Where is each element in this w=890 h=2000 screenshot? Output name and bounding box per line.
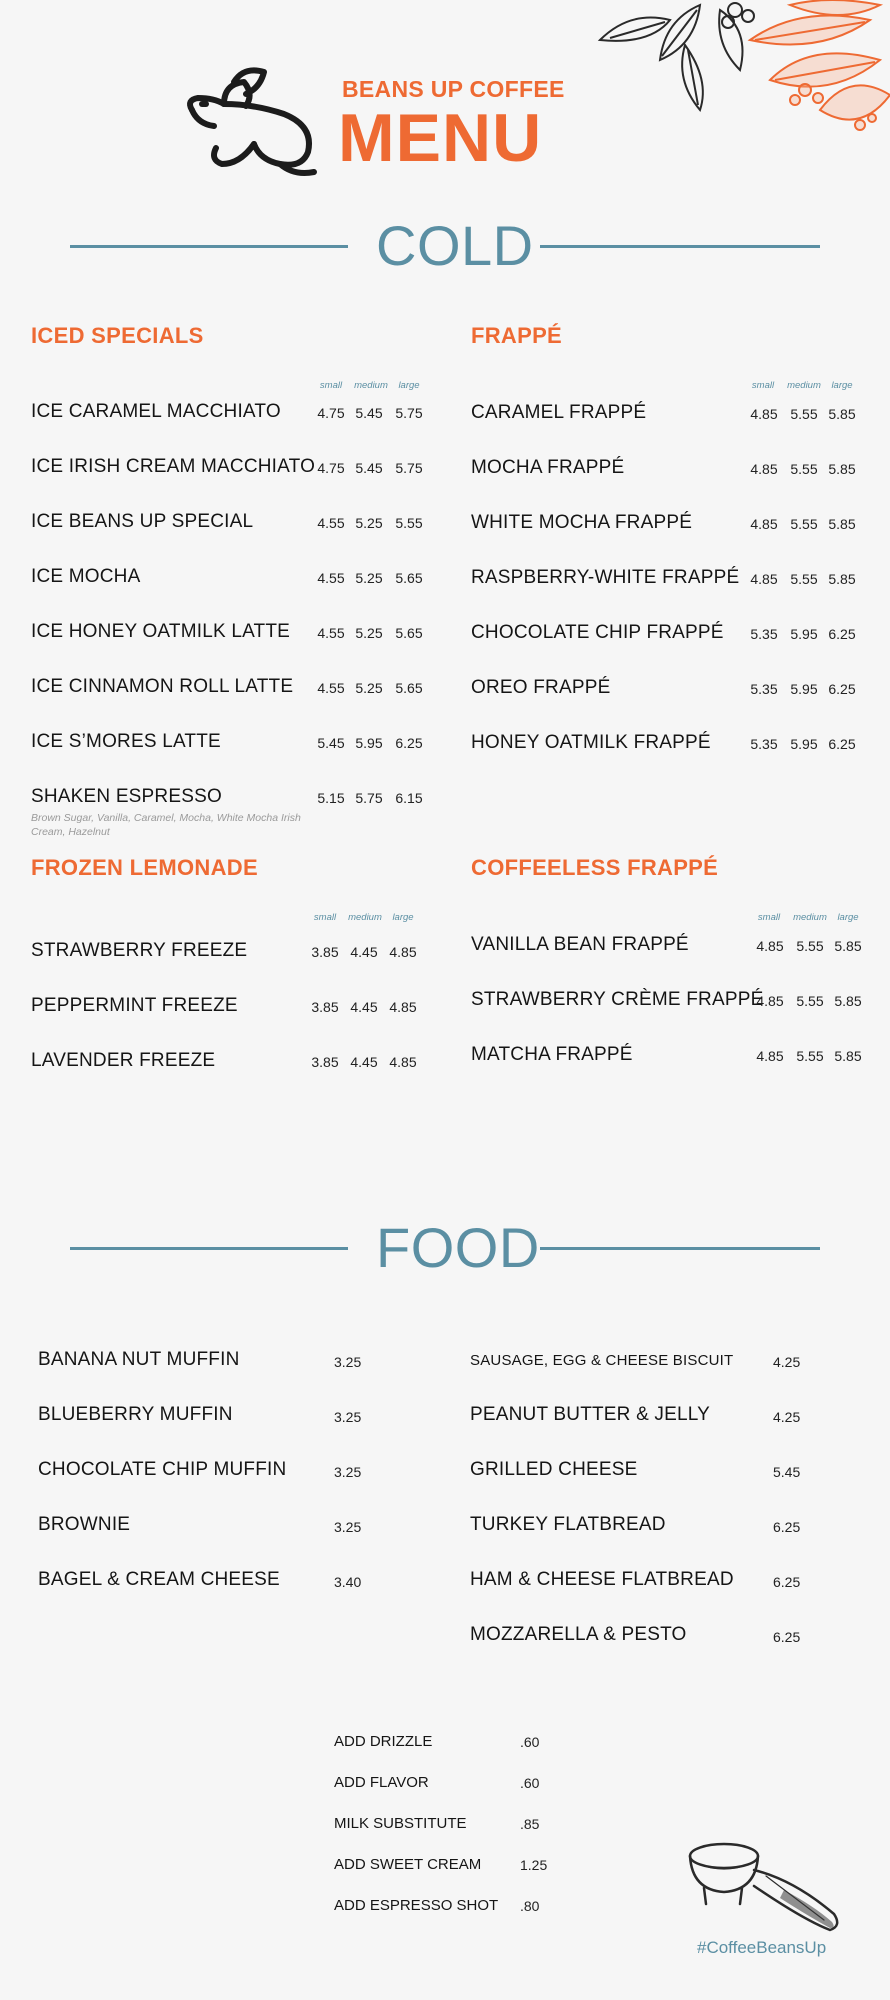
food-section-title: FOOD (376, 1216, 540, 1279)
menu-item-name: ICE BEANS UP SPECIAL (31, 511, 254, 532)
menu-item-price: 4.55 (317, 570, 345, 586)
food-divider-right (540, 1247, 820, 1250)
food-item-price: 3.25 (334, 1409, 362, 1425)
category-iced-specials: ICED SPECIALS (31, 323, 204, 348)
menu-item-name: RASPBERRY-WHITE FRAPPÉ (471, 567, 740, 588)
menu-item-name: ICE IRISH CREAM MACCHIATO (31, 456, 316, 477)
menu-item-price: 5.15 (317, 790, 345, 806)
food-item-price: 4.25 (773, 1409, 801, 1425)
menu-item-price: 5.65 (395, 625, 423, 641)
addon-item-price: 1.25 (520, 1857, 548, 1873)
menu-item-price: 5.65 (395, 680, 423, 696)
cold-section-title: COLD (376, 214, 534, 277)
menu-item-price: 5.65 (395, 570, 423, 586)
menu-item-price: 5.85 (834, 1048, 862, 1064)
menu-item-price: 4.55 (317, 680, 345, 696)
addon-item-price: .60 (520, 1734, 540, 1750)
menu-item-price: 5.95 (790, 736, 818, 752)
menu-item-price: 4.85 (750, 571, 778, 587)
menu-item-price: 5.55 (790, 461, 818, 477)
coffee-plant-illustration (590, 0, 890, 140)
food-item-price: 5.45 (773, 1464, 801, 1480)
addon-item-price: .80 (520, 1898, 540, 1914)
menu-item-name: STRAWBERRY CRÈME FRAPPÉ (471, 989, 764, 1010)
menu-item-name: ICE HONEY OATMILK LATTE (31, 621, 291, 642)
menu-item-name: ICE CARAMEL MACCHIATO (31, 401, 281, 422)
cold-divider-left (70, 245, 348, 248)
food-item-price: 6.25 (773, 1629, 801, 1645)
food-item-price: 3.25 (334, 1519, 362, 1535)
menu-item-price: 5.85 (834, 938, 862, 954)
menu-item-price: 5.45 (317, 735, 345, 751)
menu-item-name: WHITE MOCHA FRAPPÉ (471, 512, 693, 533)
menu-item-price: 5.95 (790, 681, 818, 697)
food-divider-left (70, 1247, 348, 1250)
food-item-name: SAUSAGE, EGG & CHEESE BISCUIT (470, 1352, 734, 1369)
menu-item-price: 5.35 (750, 681, 778, 697)
category-frappe: FRAPPÉ (471, 323, 563, 348)
food-item-name: MOZZARELLA & PESTO (470, 1624, 687, 1645)
size-header-large: large (392, 912, 414, 923)
menu-item-price: 4.45 (350, 1054, 378, 1070)
menu-item-price: 3.85 (311, 1054, 339, 1070)
menu-item-price: 5.75 (395, 460, 423, 476)
menu-item-name: LAVENDER FREEZE (31, 1050, 216, 1071)
menu-item-price: 4.55 (317, 515, 345, 531)
menu-item-price: 6.25 (828, 626, 856, 642)
menu-item-name: CHOCOLATE CHIP FRAPPÉ (471, 622, 724, 643)
menu-item-price: 6.15 (395, 790, 423, 806)
menu-item-price: 4.45 (350, 999, 378, 1015)
rabbit-logo-icon (184, 64, 332, 184)
hashtag: #CoffeeBeansUp (697, 1938, 827, 1957)
menu-item-price: 6.25 (828, 681, 856, 697)
menu-item-name: SHAKEN ESPRESSO (31, 786, 222, 807)
addon-item-name: MILK SUBSTITUTE (334, 1815, 467, 1832)
size-header-medium: medium (348, 912, 382, 923)
food-item-price: 4.25 (773, 1354, 801, 1370)
menu-item-price: 6.25 (395, 735, 423, 751)
menu-item-price: 5.55 (790, 406, 818, 422)
menu-item-price: 4.85 (389, 944, 417, 960)
menu-item-price: 4.85 (750, 516, 778, 532)
menu-item-price: 4.75 (317, 405, 345, 421)
menu-item-name: CARAMEL FRAPPÉ (471, 402, 647, 423)
menu-item-name: ICE S’MORES LATTE (31, 731, 221, 752)
menu-item-price: 5.25 (355, 625, 383, 641)
menu-item-name: ICE MOCHA (31, 566, 141, 587)
brand-name: BEANS UP COFFEE (342, 76, 565, 102)
menu-item-price: 5.75 (395, 405, 423, 421)
addon-item-price: .60 (520, 1775, 540, 1791)
size-header-small: small (319, 380, 343, 391)
addon-item-name: ADD DRIZZLE (334, 1733, 433, 1750)
food-item-name: TURKEY FLATBREAD (470, 1514, 666, 1535)
menu-item-price: 5.25 (355, 570, 383, 586)
food-item-name: BROWNIE (38, 1514, 131, 1535)
shaken-espresso-flavors-note: Brown Sugar, Vanilla, Caramel, Mocha, White Mocha Irish Cream, Hazelnut (31, 812, 301, 838)
menu-item-price: 3.85 (311, 944, 339, 960)
menu-item-name: STRAWBERRY FREEZE (31, 940, 248, 961)
addon-item-name: ADD FLAVOR (334, 1774, 429, 1791)
food-item-price: 3.40 (334, 1574, 362, 1590)
menu-item-price: 4.55 (317, 625, 345, 641)
menu-item-price: 3.85 (311, 999, 339, 1015)
menu-item-price: 5.75 (355, 790, 383, 806)
menu-item-price: 5.55 (790, 571, 818, 587)
menu-item-price: 5.55 (796, 938, 824, 954)
menu-item-price: 5.55 (395, 515, 423, 531)
food-item-name: HAM & CHEESE FLATBREAD (470, 1569, 734, 1590)
addon-item-name: ADD SWEET CREAM (334, 1856, 482, 1873)
size-header-small: small (313, 912, 337, 923)
menu-item-price: 5.95 (790, 626, 818, 642)
size-header-large: large (831, 380, 853, 391)
menu-item-price: 5.25 (355, 680, 383, 696)
size-header-small: small (757, 912, 781, 923)
food-item-price: 6.25 (773, 1519, 801, 1535)
menu-item-name: ICE CINNAMON ROLL LATTE (31, 676, 294, 697)
food-item-price: 3.25 (334, 1464, 362, 1480)
food-item-name: BANANA NUT MUFFIN (38, 1349, 240, 1370)
menu-item-name: MATCHA FRAPPÉ (471, 1044, 633, 1065)
menu-item-price: 5.85 (828, 461, 856, 477)
food-item-name: GRILLED CHEESE (470, 1459, 638, 1480)
category-frozen-lemonade: FROZEN LEMONADE (31, 855, 258, 880)
size-header-medium: medium (793, 912, 827, 923)
menu-item-name: PEPPERMINT FREEZE (31, 995, 238, 1016)
addon-item-name: ADD ESPRESSO SHOT (334, 1897, 499, 1914)
menu-item-price: 4.85 (389, 1054, 417, 1070)
portafilter-icon (684, 1830, 848, 1942)
menu-item-price: 5.85 (828, 406, 856, 422)
size-header-medium: medium (354, 380, 388, 391)
menu-item-name: VANILLA BEAN FRAPPÉ (471, 934, 689, 955)
menu-item-price: 4.85 (756, 1048, 784, 1064)
menu-item-price: 5.45 (355, 405, 383, 421)
food-item-name: CHOCOLATE CHIP MUFFIN (38, 1459, 287, 1480)
menu-item-price: 4.85 (750, 406, 778, 422)
menu-item-name: OREO FRAPPÉ (471, 677, 611, 698)
menu-item-price: 5.95 (355, 735, 383, 751)
menu-item-price: 5.85 (834, 993, 862, 1009)
size-header-small: small (751, 380, 775, 391)
menu-item-price: 5.55 (790, 516, 818, 532)
menu-item-price: 5.55 (796, 1048, 824, 1064)
category-coffeeless-frappe: COFFEELESS FRAPPÉ (471, 855, 719, 880)
size-header-large: large (398, 380, 420, 391)
addon-item-price: .85 (520, 1816, 540, 1832)
food-item-price: 6.25 (773, 1574, 801, 1590)
food-item-name: BLUEBERRY MUFFIN (38, 1404, 233, 1425)
menu-item-price: 5.85 (828, 571, 856, 587)
menu-item-price: 4.45 (350, 944, 378, 960)
menu-item-price: 5.45 (355, 460, 383, 476)
menu-item-price: 4.85 (389, 999, 417, 1015)
food-item-name: PEANUT BUTTER & JELLY (470, 1404, 711, 1425)
menu-item-price: 6.25 (828, 736, 856, 752)
menu-item-price: 5.35 (750, 626, 778, 642)
menu-item-name: MOCHA FRAPPÉ (471, 457, 625, 478)
size-header-medium: medium (787, 380, 821, 391)
food-item-price: 3.25 (334, 1354, 362, 1370)
cold-divider-right (540, 245, 820, 248)
menu-item-price: 5.35 (750, 736, 778, 752)
menu-item-price: 5.55 (796, 993, 824, 1009)
menu-item-price: 5.25 (355, 515, 383, 531)
menu-item-name: HONEY OATMILK FRAPPÉ (471, 732, 711, 753)
menu-item-price: 4.85 (756, 993, 784, 1009)
food-item-name: BAGEL & CREAM CHEESE (38, 1569, 280, 1590)
menu-title: MENU (338, 100, 543, 176)
menu-item-price: 5.85 (828, 516, 856, 532)
menu-item-price: 4.75 (317, 460, 345, 476)
menu-item-price: 4.85 (756, 938, 784, 954)
menu-item-price: 4.85 (750, 461, 778, 477)
size-header-large: large (837, 912, 859, 923)
